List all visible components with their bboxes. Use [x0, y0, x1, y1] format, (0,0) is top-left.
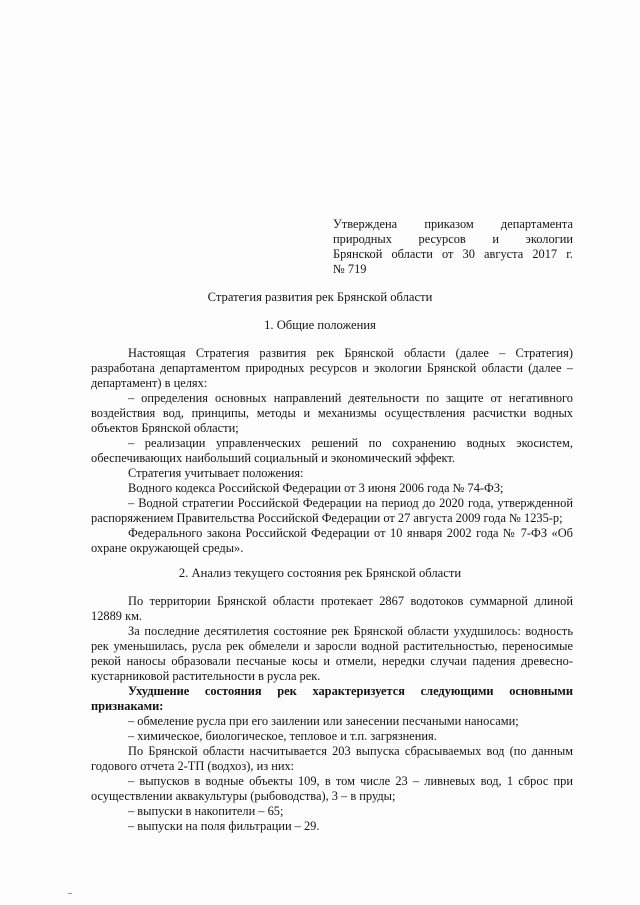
section2-body: [91, 594, 573, 834]
approval-stamp: [333, 217, 573, 277]
section2-heading: 2. Анализ текущего состояния рек Брянской области: [178, 566, 462, 580]
section1-body: [91, 346, 573, 556]
paragraph: – выпуски в накопители – 65;: [128, 804, 284, 818]
paragraph: – выпуски на поля фильтрации – 29.: [128, 819, 320, 833]
paragraph: – определения основных направлений деятельности по защите от негативного воздействия вод, принципы, методы и механизмы осуществления расчистки водных объектов Брянской области;: [91, 391, 573, 435]
paragraph: За последние десятилетия состояние рек Брянской области ухудшилось: водность рек уменьшилась, русла рек обмелели и заросли водной растительностью, переносимые рекой наносы образовали песчаные косы и отмели, нередки случаи падения древесно-кустарниковой растительности в русла рек.: [91, 624, 573, 683]
section1-heading: 1. Общие положения: [264, 318, 376, 332]
scan-mark: [68, 893, 72, 894]
paragraph: Водного кодекса Российской Федерации от 3 июня 2006 года № 74-ФЗ;: [128, 481, 504, 495]
paragraph: – реализации управленческих решений по сохранению водных экосистем, обеспечивающих наибольший социальный и экономический эффект.: [91, 436, 573, 465]
paragraph: По территории Брянской области протекает 2867 водотоков суммарной длиной 12889 км.: [91, 594, 573, 623]
paragraph: – химическое, биологическое, тепловое и т.п. загрязнения.: [128, 729, 437, 743]
paragraph: Федерального закона Российской Федерации от 10 января 2002 года № 7-ФЗ «Об охране окружающей среды».: [91, 526, 573, 555]
approval-line: Брянской области от 30 августа 2017 г.: [333, 247, 573, 261]
paragraph: Ухудшение состояния рек характеризуется следующими основными признаками:: [91, 684, 573, 713]
approval-line: № 719: [333, 262, 367, 276]
paragraph: Стратегия учитывает положения:: [128, 466, 304, 480]
paragraph: Настоящая Стратегия развития рек Брянской области (далее – Стратегия) разработана департаментом природных ресурсов и экологии Брянской области (далее – департамент) в целях:: [91, 346, 573, 390]
paragraph: По Брянской области насчитывается 203 выпуска сбрасываемых вод (по данным годового отчета 2-ТП (водхоз), из них:: [91, 744, 573, 773]
document-title: Стратегия развития рек Брянской области: [207, 290, 433, 304]
paragraph: – Водной стратегии Российской Федерации на период до 2020 года, утвержденной распоряжением Правительства Российской Федерации от 27 августа 2009 года № 1235-р;: [91, 496, 573, 525]
approval-line: Утверждена приказом департамента: [333, 217, 573, 231]
paragraph: – выпусков в водные объекты 109, в том числе 23 – ливневых вод, 1 сброс при осуществлении аквакультуры (рыбоводства), 3 – в пруды;: [91, 774, 573, 803]
approval-line: природных ресурсов и экологии: [333, 232, 573, 246]
paragraph: – обмеление русла при его заилении или занесении песчаными наносами;: [128, 714, 519, 728]
